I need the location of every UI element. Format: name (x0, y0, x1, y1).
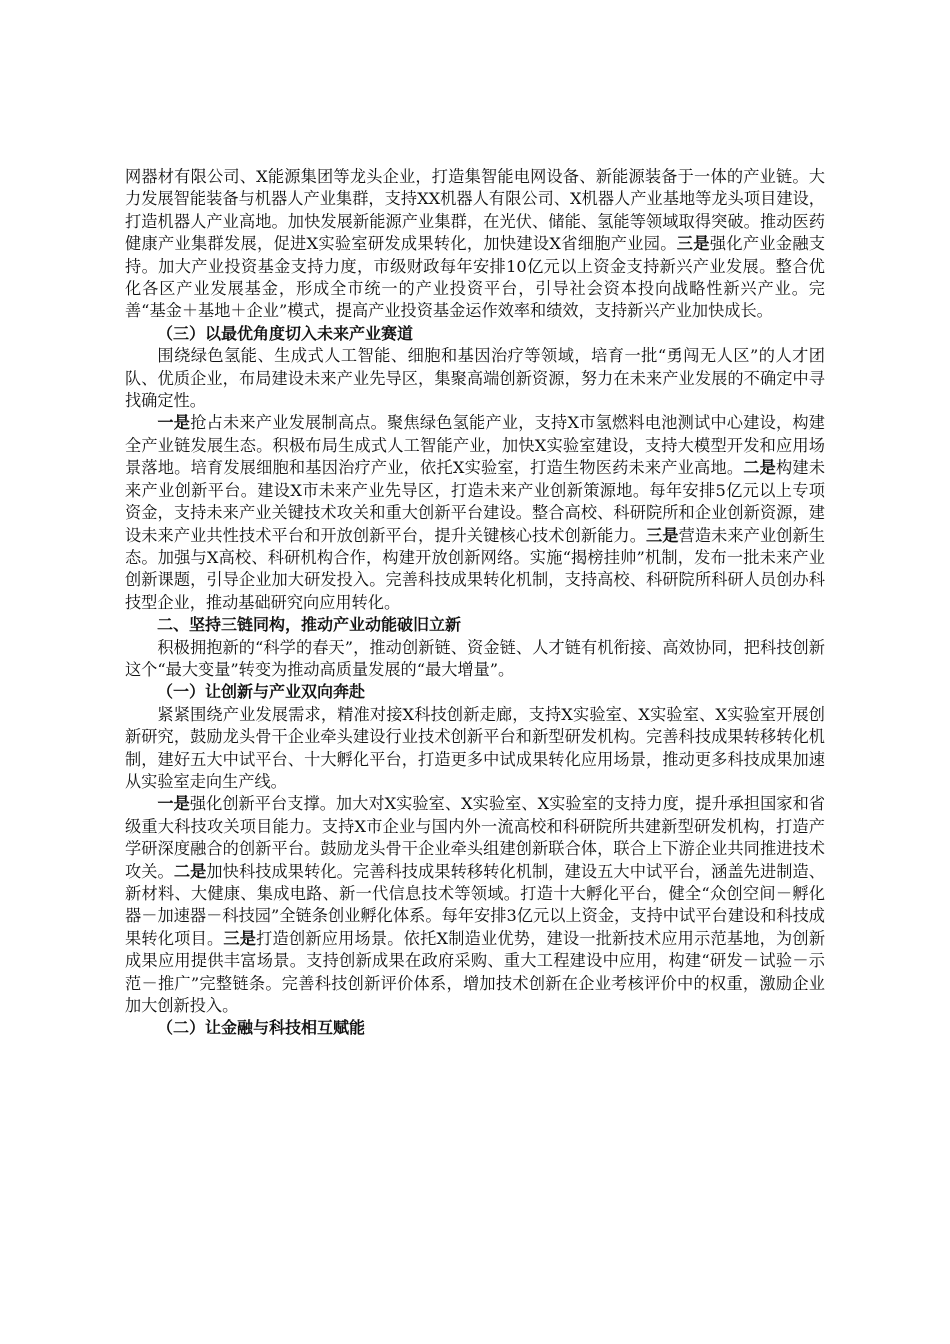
lead-phrase: 二是 (173, 861, 207, 881)
lead-phrase: 三是 (646, 525, 679, 545)
paragraph-text: 营造未来产业创新生态。加强与X高校、科研机构合作，构建开放创新网络。实施“揭榜挂帅”机制，发布一批未来产业创新课题，引导企业加大研发投入。完善科技成果转化机制，支持高校、科研院所科研人员创办科技型企业，推动基础研究向应用转化。 (125, 525, 825, 612)
paragraph-industry-clusters (125, 166, 825, 323)
paragraph-innovation-intro: 紧紧围绕产业发展需求，精准对接X科技创新走廊，支持X实验室、X实验室、X实验室开展创新研究，鼓励龙头骨干企业牵头建设行业技术创新平台和新型研发机构。完善科技成果转移转化机制，建好五大中试平台、十大孵化平台，打造更多中试成果转化应用场景，推动更多科技成果加速从实验室走向生产线。 (125, 704, 825, 791)
lead-phrase: 三是 (223, 928, 257, 948)
section-heading-2-finance: （二）让金融与科技相互赋能 (157, 1018, 366, 1038)
paragraph-text: 构建未来产业创新平台。建设X市未来产业先导区，打造未来产业创新策源地。每年安排5亿元以上专项资金，支持未来产业关键技术攻关和重大创新平台建设。整合高校、科研院所和企业创新资源，建设未来产业共性技术平台和开放创新平台，提升关键核心技术创新能力。 (125, 458, 826, 545)
lead-phrase: 一是 (157, 413, 191, 433)
paragraph-innovation-measures (125, 793, 825, 1017)
section-heading-3: （三）以最优角度切入未来产业赛道 (157, 323, 414, 343)
paragraph-future-industries-measures (125, 412, 825, 614)
paragraph-text: 打造创新应用场景。依托X制造业优势，建设一批新技术应用示范基地，为创新成果应用提供丰富场景。支持创新成果在政府采购、重大工程建设中应用，构建“研发－试验－示范－推广”完整链条。完善科技创新评价体系，增加技术创新在企业考核评价中的权重，激励企业加大创新投入。 (125, 928, 826, 1016)
paragraph-three-chains-intro: 积极拥抱新的“科学的春天”，推动创新链、资金链、人才链有机衔接、高效协同，把科技创新这个“最大变量”转变为推动高质量发展的“最大增量”。 (125, 637, 825, 679)
paragraph-text: 强化产业金融支持。加大产业投资基金支持力度，市级财政每年安排10亿元以上资金支持新兴产业发展。整合优化各区产业发展基金，形成全市统一的产业投资平台，引导社会资本投向战略性新兴产业。完善“基金＋基地＋企业”模式，提高产业投资基金运作效率和绩效，支持新兴产业加快成长。 (125, 234, 826, 321)
lead-phrase: 三是 (676, 234, 710, 254)
paragraph-text: 加快科技成果转化。完善科技成果转移转化机制，建设五大中试平台，涵盖先进制造、新材料、大健康、集成电路、新一代信息技术等领域。打造十大孵化平台，健全“众创空间－孵化器－加速器－科技园”全链条创业孵化体系。每年安排3亿元以上资金，支持中试平台建设和科技成果转化项目。 (125, 861, 825, 948)
section-heading-2: 二、坚持三链同构，推动产业动能破旧立新 (157, 615, 462, 635)
lead-phrase: 二是 (743, 458, 777, 478)
paragraph-text: 网器材有限公司、X能源集团等龙头企业，打造集智能电网设备、新能源装备于一体的产业链。大力发展智能装备与机器人产业集群，支持XX机器人有限公司、X机器人产业基地等龙头项目建设，打造机器人产业高地。加快发展新能源产业集群，在光伏、储能、氢能等领域取得突破。推动医药健康产业集群发展，促进X实验室研发成果转化，加快建设X省细胞产业园。 (125, 167, 825, 254)
paragraph-future-industries-intro: 围绕绿色氢能、生成式人工智能、细胞和基因治疗等领域，培育一批“勇闯无人区”的人才团队、优质企业，布局建设未来产业先导区，集聚高端创新资源，努力在未来产业发展的不确定中寻找确定性。 (125, 346, 825, 411)
document-page (125, 166, 825, 1040)
section-heading-1: （一）让创新与产业双向奔赴 (157, 682, 366, 702)
lead-phrase: 一是 (157, 794, 190, 814)
paragraph-text: 抢占未来产业发展制高点。聚焦绿色氢能产业，支持X市氢燃料电池测试中心建设，构建全产业链发展生态。积极布局生成式人工智能产业，加快X实验室建设，支持大模型开发和应用场景落地。培育发展细胞和基因治疗产业，依托X实验室，打造生物医药未来产业高地。 (125, 413, 825, 478)
paragraph-text: 强化创新平台支撑。加大对X实验室、X实验室、X实验室的支持力度，提升承担国家和省级重大科技攻关项目能力。支持X市企业与国内外一流高校和科研院所共建新型研发机构，打造产学研深度融合的创新平台。鼓励龙头骨干企业牵头组建创新联合体，联合上下游企业共同推进技术攻关。 (125, 794, 826, 881)
